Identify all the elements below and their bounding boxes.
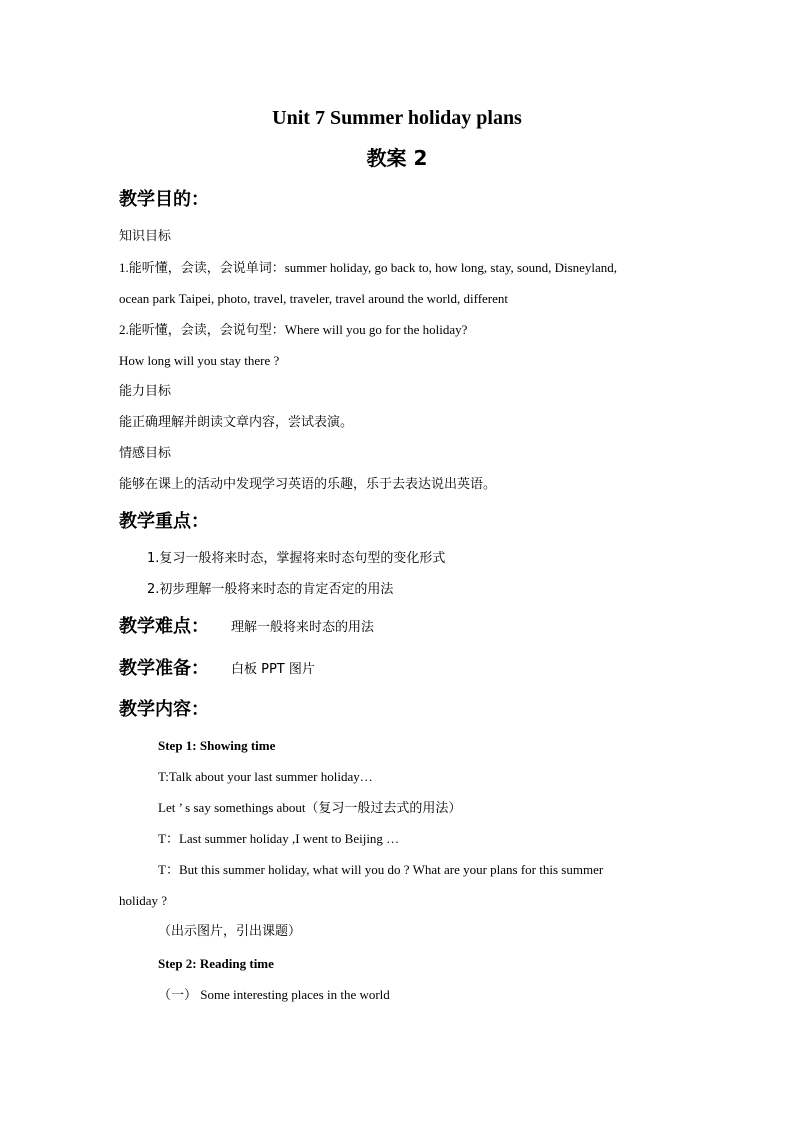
objective-line-4: How long will you stay there ? — [119, 353, 280, 368]
document-subtitle: 教案 2 — [366, 146, 428, 170]
step-1-line-6: （出示图片，引出课题） — [158, 924, 302, 939]
objective-line-2: ocean park Taipei, photo, travel, traveler, travel around the world, different — [119, 291, 509, 306]
step-2-title: Step 2: Reading time — [158, 956, 274, 971]
difficulty-text: 理解一般将来时态的用法 — [231, 620, 375, 635]
key-point-2: 2.初步理解一般将来时态的肯定否定的用法 — [147, 582, 394, 597]
step-1-line-5: holiday ? — [119, 893, 168, 908]
emotion-text: 能够在课上的活动中发现学习英语的乐趣，乐于去表达说出英语。 — [119, 477, 497, 492]
objective-line-1: 1.能听懂，会读，会说单词：summer holiday, go back to, how long, stay, sound, Disneyland, — [119, 260, 618, 275]
key-point-1: 1.复习一般将来时态，掌握将来时态句型的变化形式 — [147, 551, 446, 566]
step-1-line-1: T:Talk about your last summer holiday… — [158, 769, 373, 784]
step-2-line-1: （一） Some interesting places in the world — [158, 987, 390, 1002]
key-points-heading: 教学重点： — [119, 511, 209, 532]
knowledge-label: 知识目标 — [119, 229, 172, 244]
objectives-heading: 教学目的： — [119, 189, 209, 210]
objective-line-3: 2.能听懂，会读，会说句型：Where will you go for the holiday? — [119, 322, 468, 337]
step-1-line-3: T：Last summer holiday ,I went to Beijing … — [158, 831, 400, 846]
preparation-heading: 教学准备： — [119, 658, 209, 679]
step-1-line-4: T：But this summer holiday, what will you do ? What are your plans for this summer — [158, 862, 604, 877]
step-1-line-2: Let ’ s say somethings about（复习一般过去式的用法） — [158, 800, 462, 815]
ability-label: 能力目标 — [119, 384, 172, 399]
document-title: Unit 7 Summer holiday plans — [272, 107, 522, 129]
emotion-label: 情感目标 — [119, 446, 172, 461]
ability-text: 能正确理解并朗读文章内容，尝试表演。 — [119, 415, 354, 430]
content-heading: 教学内容： — [119, 699, 209, 720]
step-1-title: Step 1: Showing time — [158, 738, 276, 753]
difficulty-heading: 教学难点： — [119, 616, 209, 637]
preparation-text: 白板 PPT 图片 — [231, 662, 315, 677]
